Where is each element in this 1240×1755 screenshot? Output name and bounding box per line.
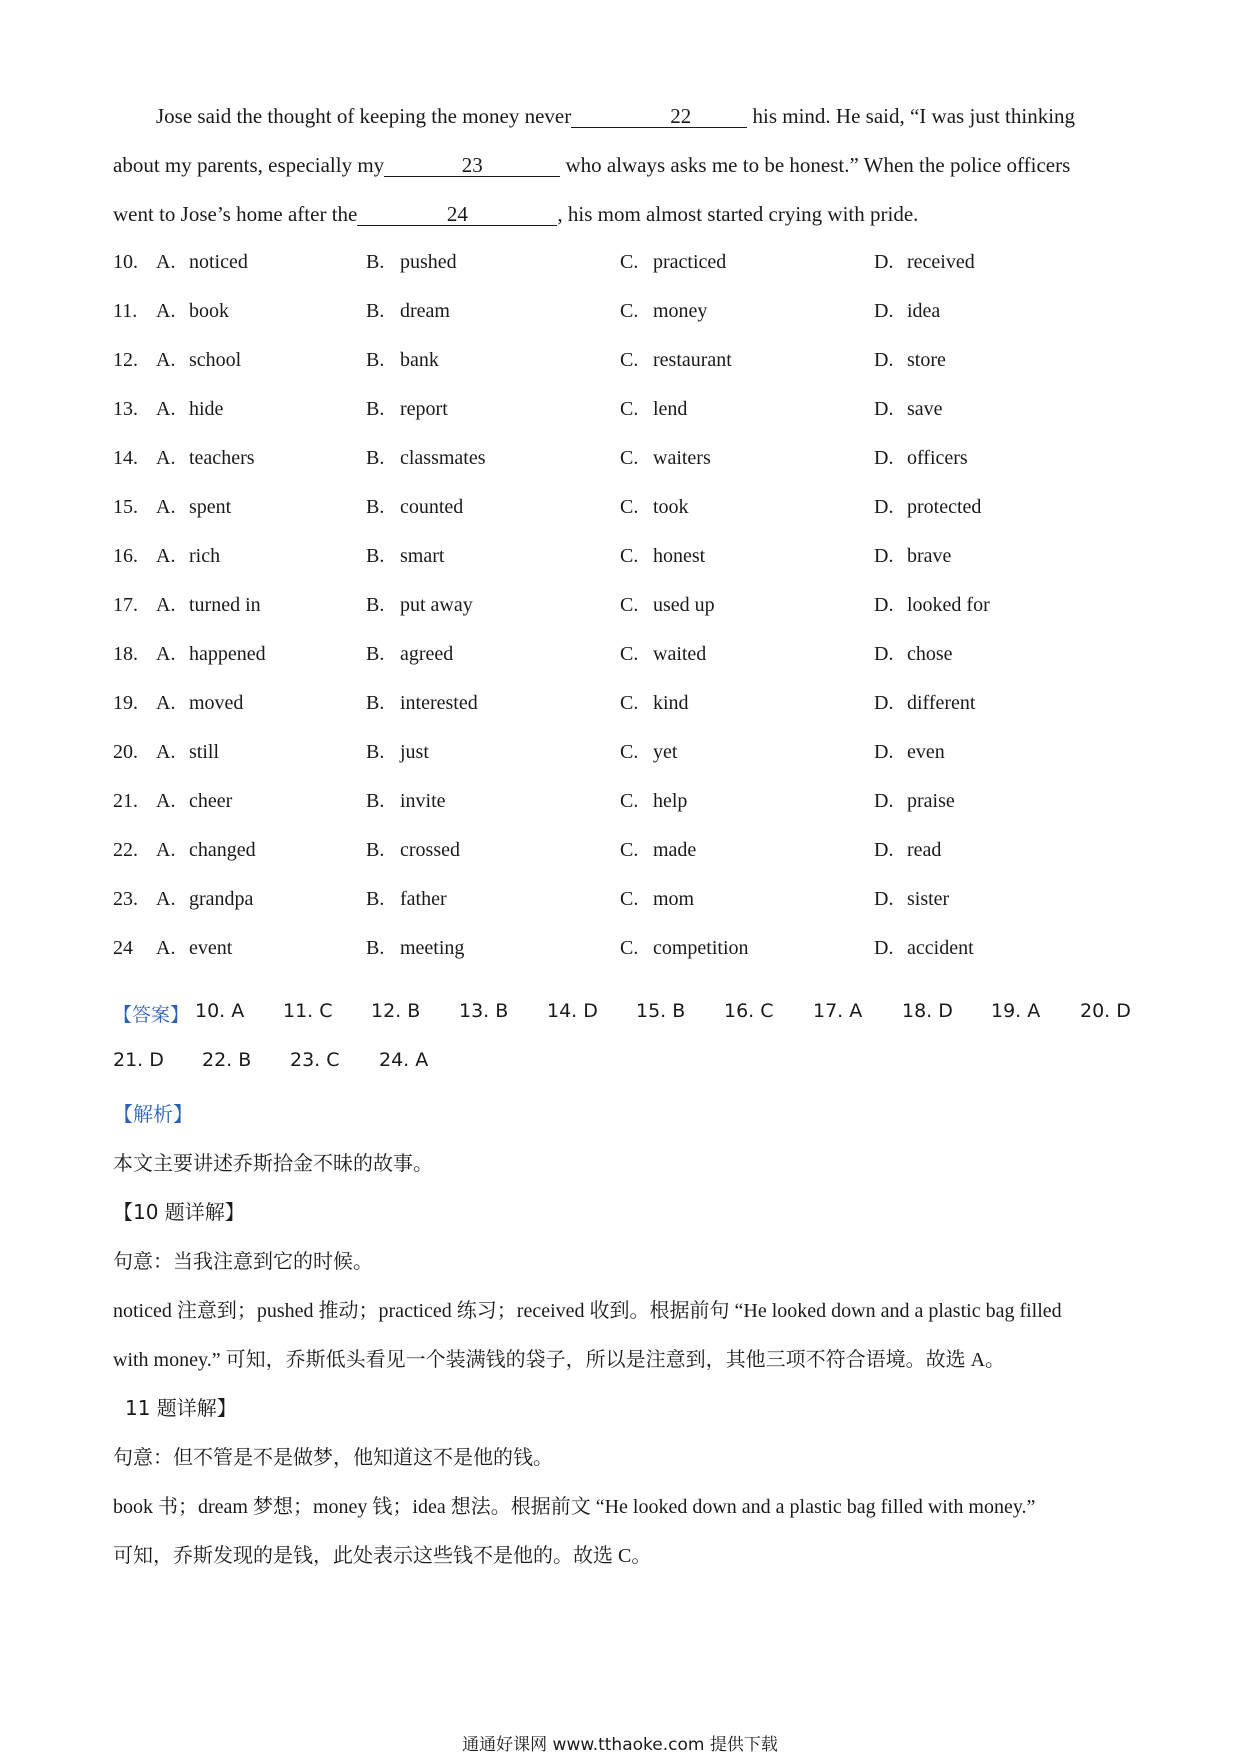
- option-letter-a: A.: [156, 398, 176, 420]
- question-number: 16.: [113, 545, 138, 567]
- option-letter-a: A.: [156, 594, 176, 616]
- question-number: 23.: [113, 888, 138, 910]
- option-b: bank: [400, 349, 439, 371]
- question-number: 10.: [113, 251, 138, 273]
- option-b: father: [400, 888, 447, 910]
- option-a: book: [189, 300, 229, 322]
- answer-item: 16. C: [724, 1000, 774, 1022]
- answer-item: 11. C: [283, 1000, 333, 1022]
- option-letter-d: D.: [874, 251, 894, 273]
- option-letter-c: C.: [620, 692, 639, 714]
- passage-text: who always asks me to be honest.” When the police officers: [560, 153, 1071, 177]
- q10-explanation-line-1: noticed 注意到；pushed 推动；practiced 练习；received 收到。根据前句 “He looked down and a plastic bag filled: [113, 1300, 1062, 1322]
- option-a: event: [189, 937, 233, 959]
- passage-text: , his mom almost started crying with pride.: [557, 202, 919, 226]
- answers-row-2: [113, 1049, 713, 1079]
- analysis-label: 【解析】: [113, 1102, 193, 1126]
- option-c: competition: [653, 937, 749, 959]
- q11-explanation-line-2: 可知，乔斯发现的是钱，此处表示这些钱不是他的。故选 C。: [113, 1545, 652, 1567]
- question-number: 21.: [113, 790, 138, 812]
- option-b: counted: [400, 496, 464, 518]
- option-row: [113, 496, 1143, 526]
- option-letter-c: C.: [620, 545, 639, 567]
- option-letter-a: A.: [156, 496, 176, 518]
- option-letter-c: C.: [620, 349, 639, 371]
- option-d: chose: [907, 643, 953, 665]
- option-d: praise: [907, 790, 955, 812]
- option-b: smart: [400, 545, 445, 567]
- option-letter-b: B.: [366, 741, 385, 763]
- option-a: moved: [189, 692, 244, 714]
- option-letter-a: A.: [156, 790, 176, 812]
- option-letter-c: C.: [620, 398, 639, 420]
- option-c: honest: [653, 545, 706, 567]
- option-a: rich: [189, 545, 221, 567]
- option-letter-d: D.: [874, 643, 894, 665]
- option-letter-c: C.: [620, 888, 639, 910]
- option-row: [113, 839, 1143, 869]
- option-letter-c: C.: [620, 937, 639, 959]
- option-c: used up: [653, 594, 715, 616]
- option-a: still: [189, 741, 220, 763]
- option-letter-a: A.: [156, 937, 176, 959]
- option-letter-a: A.: [156, 888, 176, 910]
- option-letter-d: D.: [874, 888, 894, 910]
- option-d: protected: [907, 496, 982, 518]
- option-c: help: [653, 790, 688, 812]
- option-a: grandpa: [189, 888, 254, 910]
- option-letter-a: A.: [156, 251, 176, 273]
- option-d: different: [907, 692, 976, 714]
- option-b: report: [400, 398, 448, 420]
- option-letter-c: C.: [620, 741, 639, 763]
- option-row: [113, 692, 1143, 722]
- option-d: received: [907, 251, 975, 273]
- option-letter-a: A.: [156, 741, 176, 763]
- option-a: happened: [189, 643, 266, 665]
- passage-text: went to Jose’s home after the: [113, 202, 358, 226]
- answer-item: 15. B: [636, 1000, 686, 1022]
- option-letter-d: D.: [874, 937, 894, 959]
- answer-item: 18. D: [902, 1000, 953, 1022]
- answers-row-1: [113, 1000, 1143, 1030]
- option-d: sister: [907, 888, 950, 910]
- passage-line-2: [113, 153, 1135, 178]
- q11-explanation-line-1: book 书；dream 梦想；money 钱；idea 想法。根据前文 “He looked down and a plastic bag filled with money.”: [113, 1496, 1036, 1518]
- option-letter-b: B.: [366, 349, 385, 371]
- answer-item: 23. C: [290, 1049, 340, 1071]
- option-letter-b: B.: [366, 545, 385, 567]
- option-b: put away: [400, 594, 473, 616]
- option-letter-d: D.: [874, 349, 894, 371]
- option-letter-b: B.: [366, 790, 385, 812]
- option-letter-a: A.: [156, 447, 176, 469]
- question-number: 13.: [113, 398, 138, 420]
- question-number: 22.: [113, 839, 138, 861]
- option-a: turned in: [189, 594, 261, 616]
- option-c: restaurant: [653, 349, 732, 371]
- option-b: classmates: [400, 447, 486, 469]
- question-number: 12.: [113, 349, 138, 371]
- option-letter-c: C.: [620, 839, 639, 861]
- option-letter-c: C.: [620, 790, 639, 812]
- option-b: dream: [400, 300, 450, 322]
- option-letter-b: B.: [366, 692, 385, 714]
- option-letter-b: B.: [366, 594, 385, 616]
- option-letter-a: A.: [156, 643, 176, 665]
- option-c: practiced: [653, 251, 727, 273]
- answer-item: 19. A: [991, 1000, 1041, 1022]
- option-row: [113, 741, 1143, 771]
- passage-line-3: [113, 202, 1135, 227]
- option-letter-d: D.: [874, 496, 894, 518]
- option-letter-d: D.: [874, 447, 894, 469]
- option-b: interested: [400, 692, 478, 714]
- answer-item: 22. B: [202, 1049, 252, 1071]
- option-letter-b: B.: [366, 251, 385, 273]
- question-number: 18.: [113, 643, 138, 665]
- option-d: accident: [907, 937, 974, 959]
- blank-24: 24: [357, 203, 557, 226]
- question-number: 15.: [113, 496, 138, 518]
- answer-item: 24. A: [379, 1049, 429, 1071]
- option-a: noticed: [189, 251, 248, 273]
- option-letter-b: B.: [366, 937, 385, 959]
- option-letter-d: D.: [874, 741, 894, 763]
- option-c: yet: [653, 741, 678, 763]
- option-row: [113, 888, 1143, 918]
- option-c: lend: [653, 398, 688, 420]
- option-letter-c: C.: [620, 496, 639, 518]
- option-letter-a: A.: [156, 349, 176, 371]
- option-b: invite: [400, 790, 446, 812]
- option-letter-b: B.: [366, 888, 385, 910]
- option-row: [113, 398, 1143, 428]
- answer-item: 21. D: [113, 1049, 164, 1071]
- answers-label: 【答案】: [113, 1004, 190, 1026]
- option-letter-c: C.: [620, 447, 639, 469]
- question-number: 24: [113, 937, 133, 959]
- question-number: 17.: [113, 594, 138, 616]
- q10-heading: 【10 题详解】: [113, 1200, 245, 1224]
- option-d: brave: [907, 545, 952, 567]
- option-b: pushed: [400, 251, 457, 273]
- question-number: 20.: [113, 741, 138, 763]
- passage-text: Jose said the thought of keeping the money never: [156, 104, 572, 128]
- option-b: just: [400, 741, 429, 763]
- option-letter-b: B.: [366, 839, 385, 861]
- option-c: money: [653, 300, 708, 322]
- blank-23: 23: [384, 154, 560, 177]
- option-letter-c: C.: [620, 300, 639, 322]
- option-d: store: [907, 349, 946, 371]
- option-letter-b: B.: [366, 643, 385, 665]
- option-b: agreed: [400, 643, 454, 665]
- option-d: save: [907, 398, 943, 420]
- passage-line-1: [113, 104, 1135, 129]
- option-d: even: [907, 741, 945, 763]
- option-letter-b: B.: [366, 447, 385, 469]
- option-c: mom: [653, 888, 695, 910]
- option-a: spent: [189, 496, 232, 518]
- option-a: teachers: [189, 447, 255, 469]
- option-letter-d: D.: [874, 594, 894, 616]
- option-a: changed: [189, 839, 256, 861]
- option-row: [113, 447, 1143, 477]
- q10-explanation-line-2: with money.” 可知，乔斯低头看见一个装满钱的袋子，所以是注意到，其他三项不符合语境。故选 A。: [113, 1349, 1006, 1371]
- question-number: 11.: [113, 300, 138, 322]
- answer-item: 10. A: [195, 1000, 245, 1022]
- passage-text: about my parents, especially my: [113, 153, 385, 177]
- option-c: took: [653, 496, 689, 518]
- option-b: meeting: [400, 937, 465, 959]
- option-letter-b: B.: [366, 300, 385, 322]
- option-row: [113, 349, 1143, 379]
- option-letter-b: B.: [366, 496, 385, 518]
- option-row: [113, 937, 1143, 967]
- option-b: crossed: [400, 839, 460, 861]
- passage-text: his mind. He said, “I was just thinking: [747, 104, 1076, 128]
- option-row: [113, 300, 1143, 330]
- option-c: made: [653, 839, 697, 861]
- q10-meaning: 句意：当我注意到它的时候。: [113, 1249, 373, 1273]
- option-letter-a: A.: [156, 839, 176, 861]
- option-letter-d: D.: [874, 790, 894, 812]
- question-number: 19.: [113, 692, 138, 714]
- answer-item: 14. D: [547, 1000, 598, 1022]
- option-a: cheer: [189, 790, 233, 812]
- option-letter-d: D.: [874, 839, 894, 861]
- question-number: 14.: [113, 447, 138, 469]
- option-c: kind: [653, 692, 689, 714]
- option-a: school: [189, 349, 242, 371]
- option-d: idea: [907, 300, 941, 322]
- option-d: looked for: [907, 594, 990, 616]
- option-d: officers: [907, 447, 968, 469]
- option-c: waiters: [653, 447, 711, 469]
- answer-item: 13. B: [459, 1000, 509, 1022]
- analysis-summary: 本文主要讲述乔斯拾金不昧的故事。: [113, 1151, 433, 1175]
- option-letter-c: C.: [620, 643, 639, 665]
- q11-heading: 11 题详解】: [125, 1396, 237, 1420]
- answer-item: 12. B: [371, 1000, 421, 1022]
- option-row: [113, 790, 1143, 820]
- option-row: [113, 594, 1143, 624]
- option-row: [113, 545, 1143, 575]
- option-letter-a: A.: [156, 692, 176, 714]
- footer-watermark: 通通好课网 www.tthaoke.com 提供下载: [462, 1735, 778, 1755]
- option-c: waited: [653, 643, 707, 665]
- option-letter-c: C.: [620, 594, 639, 616]
- option-d: read: [907, 839, 942, 861]
- option-a: hide: [189, 398, 224, 420]
- option-letter-b: B.: [366, 398, 385, 420]
- option-letter-a: A.: [156, 300, 176, 322]
- option-letter-c: C.: [620, 251, 639, 273]
- option-row: [113, 643, 1143, 673]
- answer-item: 17. A: [813, 1000, 863, 1022]
- option-letter-d: D.: [874, 300, 894, 322]
- answer-item: 20. D: [1080, 1000, 1131, 1022]
- option-letter-d: D.: [874, 398, 894, 420]
- option-letter-d: D.: [874, 545, 894, 567]
- option-letter-a: A.: [156, 545, 176, 567]
- blank-22: 22: [571, 105, 747, 128]
- option-row: [113, 251, 1143, 281]
- option-letter-d: D.: [874, 692, 894, 714]
- q11-meaning: 句意：但不管是不是做梦，他知道这不是他的钱。: [113, 1445, 553, 1469]
